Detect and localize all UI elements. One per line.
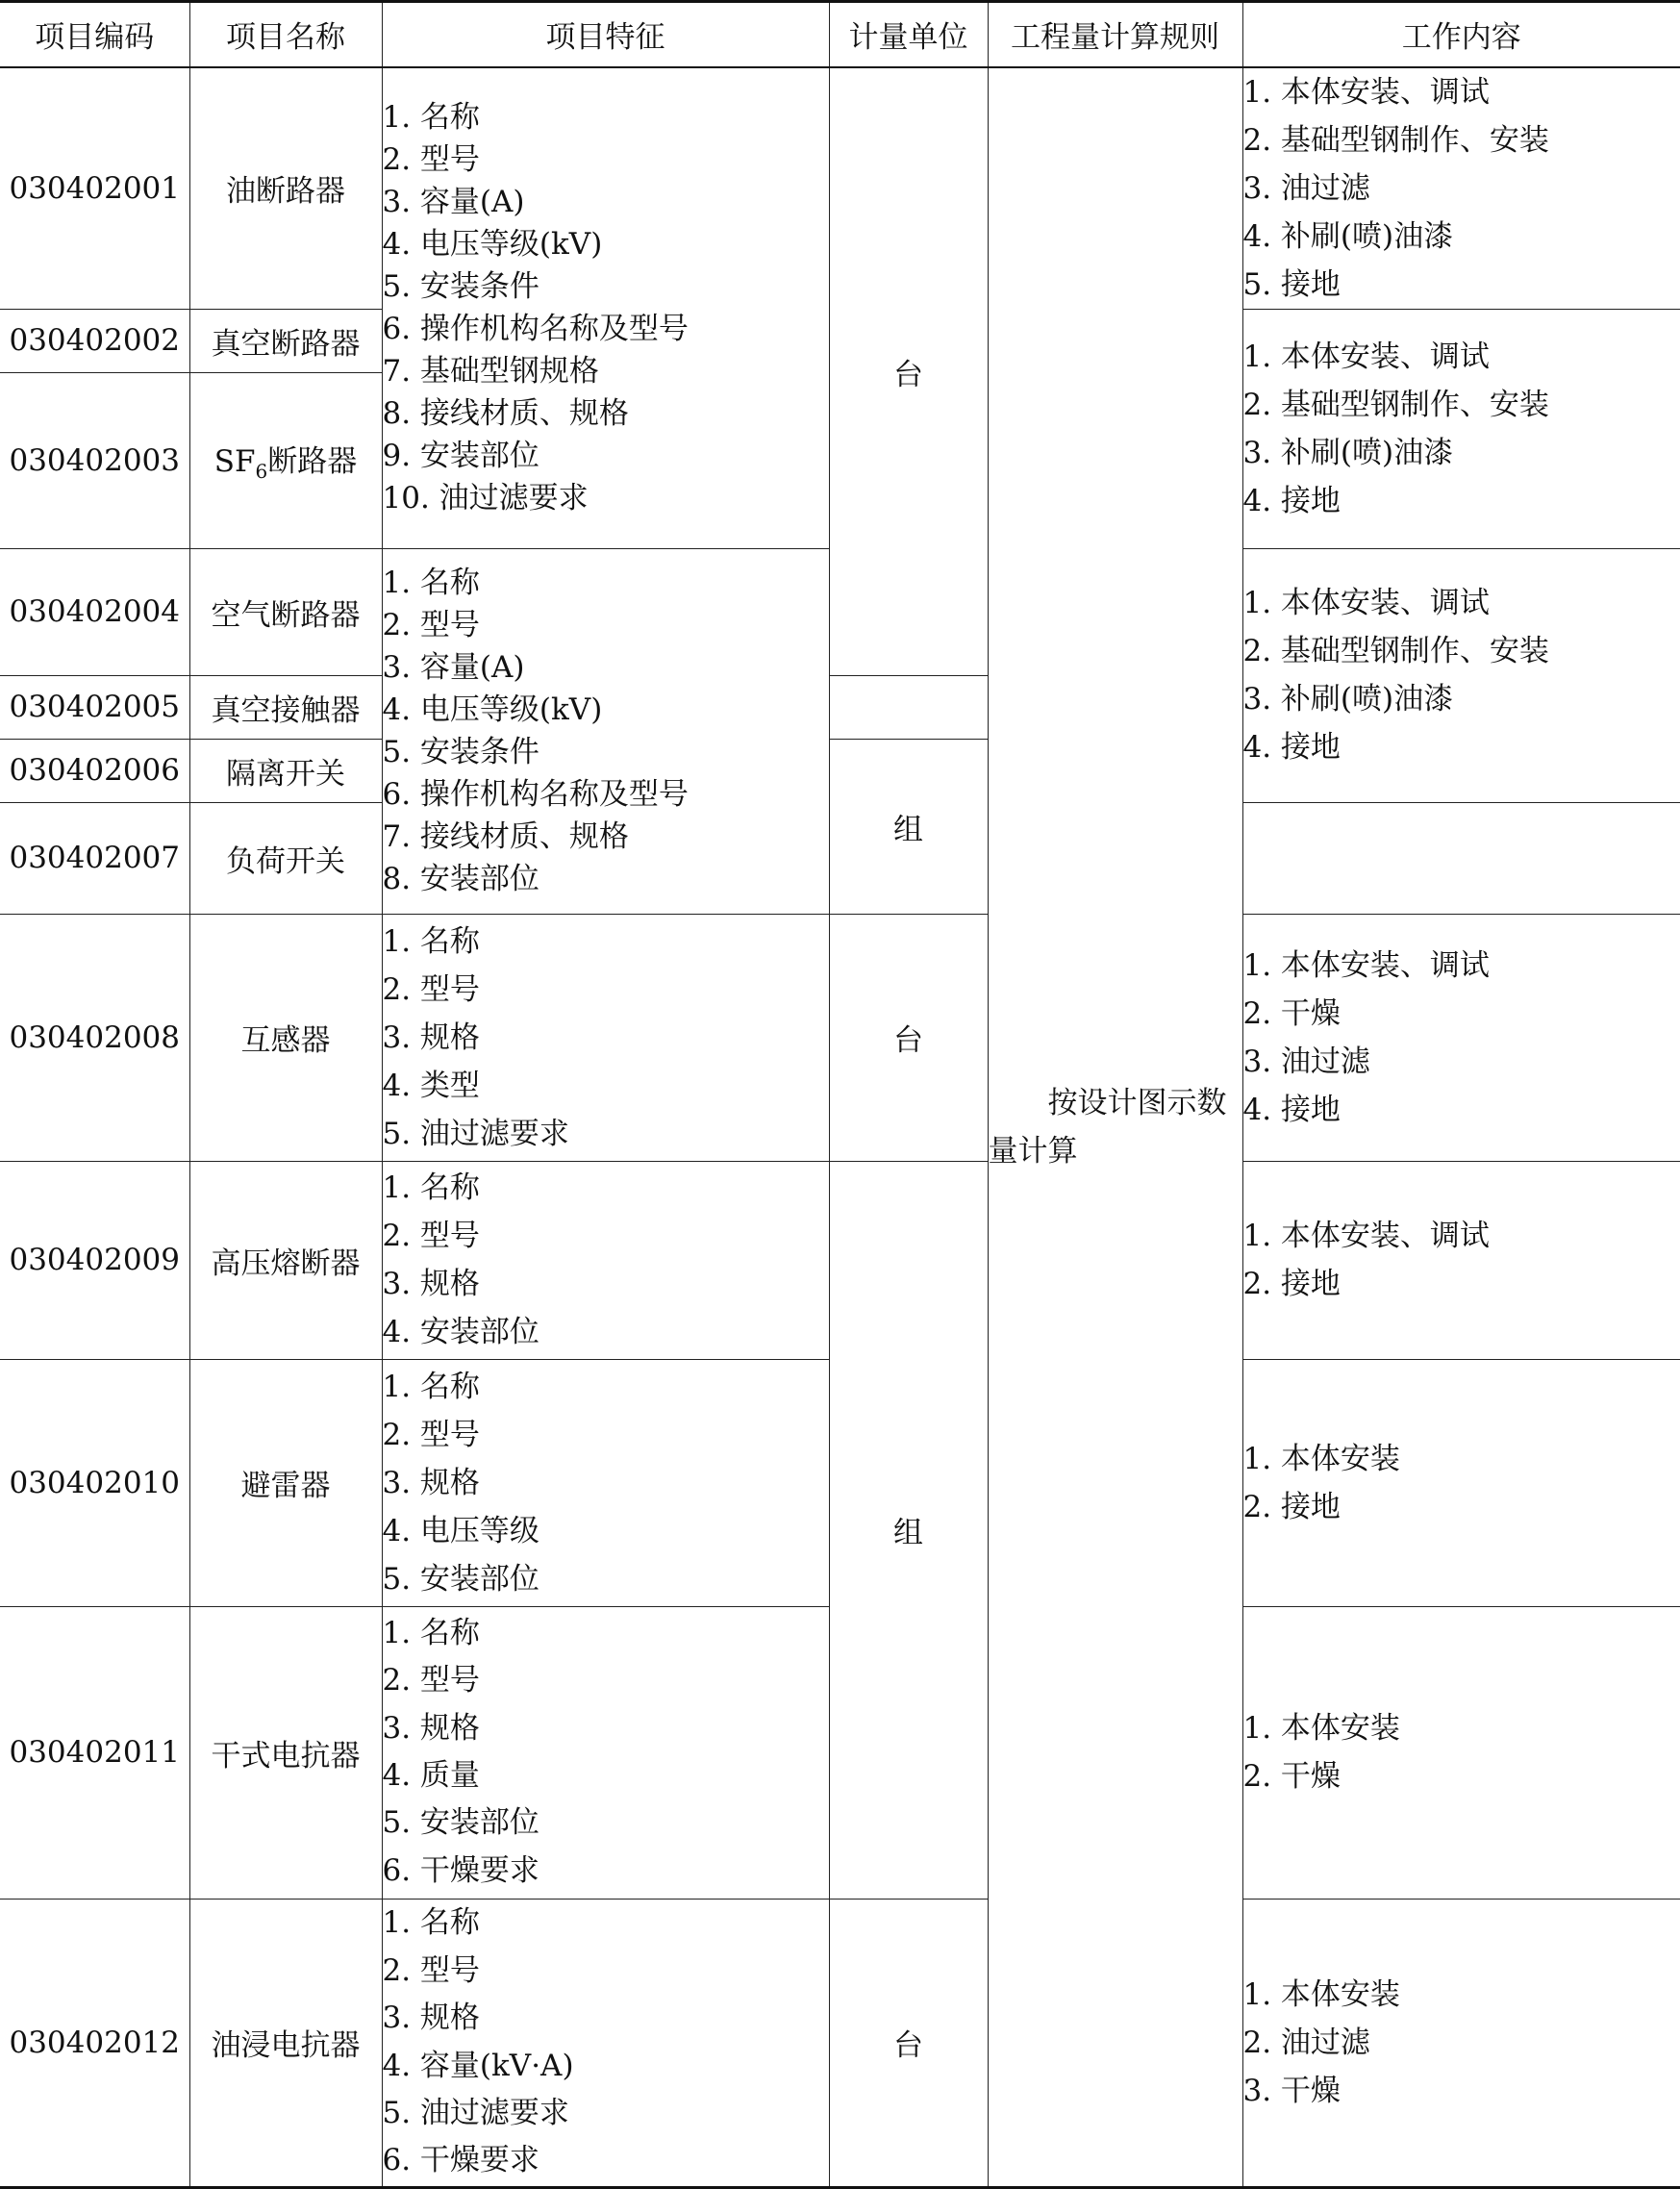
list-line: 2. 型号 bbox=[383, 966, 829, 1014]
work-list bbox=[1242, 1899, 1680, 2187]
list-line: 3. 油过滤 bbox=[1243, 164, 1680, 213]
list-line: 1. 名称 bbox=[383, 1610, 829, 1657]
header-rule: 工程量计算规则 bbox=[988, 2, 1242, 67]
unit-cell: 台 bbox=[829, 914, 988, 1161]
list-line: 8. 接线材质、规格 bbox=[383, 392, 829, 435]
list-line: 4. 接地 bbox=[1243, 723, 1680, 771]
list-line: 4. 电压等级(kV) bbox=[383, 689, 829, 731]
item-name bbox=[189, 372, 382, 548]
table-row bbox=[0, 914, 1680, 1161]
list-line: 1. 名称 bbox=[383, 918, 829, 966]
unit-cell: 组 bbox=[829, 739, 988, 914]
feature-list bbox=[382, 1161, 829, 1359]
item-name-suffix: 断路器 bbox=[267, 444, 357, 479]
item-code: 030402001 bbox=[0, 67, 189, 310]
list-line: 1. 本体安装 bbox=[1243, 1435, 1680, 1483]
list-line: 1. 名称 bbox=[383, 96, 829, 138]
list-line: 7. 接线材质、规格 bbox=[383, 816, 829, 858]
list-line: 6. 干燥要求 bbox=[383, 2137, 829, 2184]
list-line: 1. 本体安装 bbox=[1243, 1971, 1680, 2019]
work-list bbox=[1242, 1606, 1680, 1899]
feature-list bbox=[382, 67, 829, 549]
header-name: 项目名称 bbox=[189, 2, 382, 67]
list-line: 1. 本体安装、调试 bbox=[1243, 1212, 1680, 1260]
list-line: 5. 油过滤要求 bbox=[383, 2090, 829, 2137]
header-row bbox=[0, 2, 1680, 67]
list-line: 4. 类型 bbox=[383, 1062, 829, 1110]
item-name: 避雷器 bbox=[189, 1359, 382, 1606]
list-line: 5. 安装部位 bbox=[383, 1799, 829, 1847]
list-line: 3. 补刷(喷)油漆 bbox=[1243, 429, 1680, 477]
item-name: 隔离开关 bbox=[189, 739, 382, 802]
list-line: 1. 本体安装、调试 bbox=[1243, 579, 1680, 627]
item-code: 030402002 bbox=[0, 309, 189, 372]
list-line: 1. 名称 bbox=[383, 1164, 829, 1212]
list-line: 4. 质量 bbox=[383, 1752, 829, 1799]
item-code: 030402004 bbox=[0, 548, 189, 675]
item-name: 负荷开关 bbox=[189, 802, 382, 914]
work-list bbox=[1242, 309, 1680, 548]
list-line: 4. 安装部位 bbox=[383, 1308, 829, 1356]
calc-rule-text: 按设计图示数量计算 bbox=[989, 1079, 1242, 1175]
table-row bbox=[0, 1161, 1680, 1359]
list-line: 4. 电压等级 bbox=[383, 1507, 829, 1555]
sf6-base: SF bbox=[214, 444, 256, 479]
list-line: 2. 型号 bbox=[383, 138, 829, 181]
list-line: 4. 接地 bbox=[1243, 477, 1680, 525]
list-line: 5. 油过滤要求 bbox=[383, 1110, 829, 1158]
list-line: 1. 本体安装、调试 bbox=[1243, 942, 1680, 990]
list-line: 4. 补刷(喷)油漆 bbox=[1243, 213, 1680, 261]
work-list bbox=[1242, 548, 1680, 802]
list-line: 1. 本体安装、调试 bbox=[1243, 68, 1680, 116]
list-line: 1. 名称 bbox=[383, 1363, 829, 1411]
list-line: 3. 容量(A) bbox=[383, 646, 829, 689]
feature-list bbox=[382, 548, 829, 914]
list-line: 2. 接地 bbox=[1243, 1483, 1680, 1531]
list-line: 8. 安装部位 bbox=[383, 858, 829, 900]
item-code: 030402005 bbox=[0, 675, 189, 739]
list-line: 1. 本体安装、调试 bbox=[1243, 333, 1680, 381]
list-line: 4. 电压等级(kV) bbox=[383, 223, 829, 265]
item-name: 真空断路器 bbox=[189, 309, 382, 372]
list-line: 4. 接地 bbox=[1243, 1086, 1680, 1134]
list-line: 2. 型号 bbox=[383, 604, 829, 646]
item-code: 030402010 bbox=[0, 1359, 189, 1606]
list-line: 2. 基础型钢制作、安装 bbox=[1243, 627, 1680, 675]
header-features: 项目特征 bbox=[382, 2, 829, 67]
list-line: 2. 型号 bbox=[383, 1411, 829, 1459]
list-line: 4. 容量(kV·A) bbox=[383, 2043, 829, 2090]
work-list bbox=[1242, 914, 1680, 1161]
item-code: 030402012 bbox=[0, 1899, 189, 2187]
list-line: 9. 安装部位 bbox=[383, 435, 829, 477]
list-line: 2. 基础型钢制作、安装 bbox=[1243, 381, 1680, 429]
table-row bbox=[0, 1899, 1680, 2187]
list-line: 5. 安装部位 bbox=[383, 1555, 829, 1603]
work-list bbox=[1242, 1161, 1680, 1359]
list-line: 3. 规格 bbox=[383, 1014, 829, 1062]
list-line: 3. 补刷(喷)油漆 bbox=[1243, 675, 1680, 723]
list-line: 6. 操作机构名称及型号 bbox=[383, 773, 829, 816]
table-row bbox=[0, 67, 1680, 310]
item-name: 空气断路器 bbox=[189, 548, 382, 675]
list-line: 2. 干燥 bbox=[1243, 990, 1680, 1038]
feature-list bbox=[382, 1606, 829, 1899]
item-name: 互感器 bbox=[189, 914, 382, 1161]
item-name: 真空接触器 bbox=[189, 675, 382, 739]
header-code: 项目编码 bbox=[0, 2, 189, 67]
list-line: 3. 规格 bbox=[383, 1260, 829, 1308]
calc-rule bbox=[988, 67, 1242, 2188]
unit-cell: 台 bbox=[829, 67, 988, 676]
item-name: 干式电抗器 bbox=[189, 1606, 382, 1899]
feature-list bbox=[382, 914, 829, 1161]
unit-cell: 组 bbox=[829, 1161, 988, 1899]
list-line: 2. 型号 bbox=[383, 1948, 829, 1995]
list-line: 2. 基础型钢制作、安装 bbox=[1243, 116, 1680, 164]
list-line: 3. 干燥 bbox=[1243, 2067, 1680, 2115]
list-line: 5. 安装条件 bbox=[383, 265, 829, 308]
list-line: 2. 型号 bbox=[383, 1657, 829, 1704]
item-code: 030402003 bbox=[0, 372, 189, 548]
list-line: 3. 规格 bbox=[383, 1995, 829, 2042]
list-line: 2. 接地 bbox=[1243, 1260, 1680, 1308]
list-line: 10. 油过滤要求 bbox=[383, 477, 829, 519]
list-line: 1. 名称 bbox=[383, 562, 829, 604]
list-line: 6. 干燥要求 bbox=[383, 1848, 829, 1895]
list-line: 5. 安装条件 bbox=[383, 731, 829, 773]
item-code: 030402007 bbox=[0, 802, 189, 914]
item-name: 高压熔断器 bbox=[189, 1161, 382, 1359]
list-line: 2. 型号 bbox=[383, 1212, 829, 1260]
sf6-subscript: 6 bbox=[256, 461, 268, 484]
list-line: 2. 干燥 bbox=[1243, 1752, 1680, 1800]
list-line: 7. 基础型钢规格 bbox=[383, 350, 829, 392]
header-unit: 计量单位 bbox=[829, 2, 988, 67]
item-code: 030402008 bbox=[0, 914, 189, 1161]
list-line: 1. 名称 bbox=[383, 1900, 829, 1947]
item-code: 030402006 bbox=[0, 739, 189, 802]
item-code: 030402011 bbox=[0, 1606, 189, 1899]
feature-list bbox=[382, 1899, 829, 2187]
feature-list bbox=[382, 1359, 829, 1606]
list-line: 3. 规格 bbox=[383, 1705, 829, 1752]
list-line: 3. 容量(A) bbox=[383, 181, 829, 223]
list-line: 3. 规格 bbox=[383, 1459, 829, 1507]
list-line: 1. 本体安装 bbox=[1243, 1704, 1680, 1752]
work-list bbox=[1242, 1359, 1680, 1606]
list-line: 5. 接地 bbox=[1243, 261, 1680, 309]
item-code: 030402009 bbox=[0, 1161, 189, 1359]
list-line: 3. 油过滤 bbox=[1243, 1038, 1680, 1086]
unit-cell: 台 bbox=[829, 1899, 988, 2187]
list-line: 2. 油过滤 bbox=[1243, 2019, 1680, 2067]
item-name: 油断路器 bbox=[189, 67, 382, 310]
header-work: 工作内容 bbox=[1242, 2, 1680, 67]
item-name: 油浸电抗器 bbox=[189, 1899, 382, 2187]
list-line: 6. 操作机构名称及型号 bbox=[383, 308, 829, 350]
work-list bbox=[1242, 67, 1680, 310]
